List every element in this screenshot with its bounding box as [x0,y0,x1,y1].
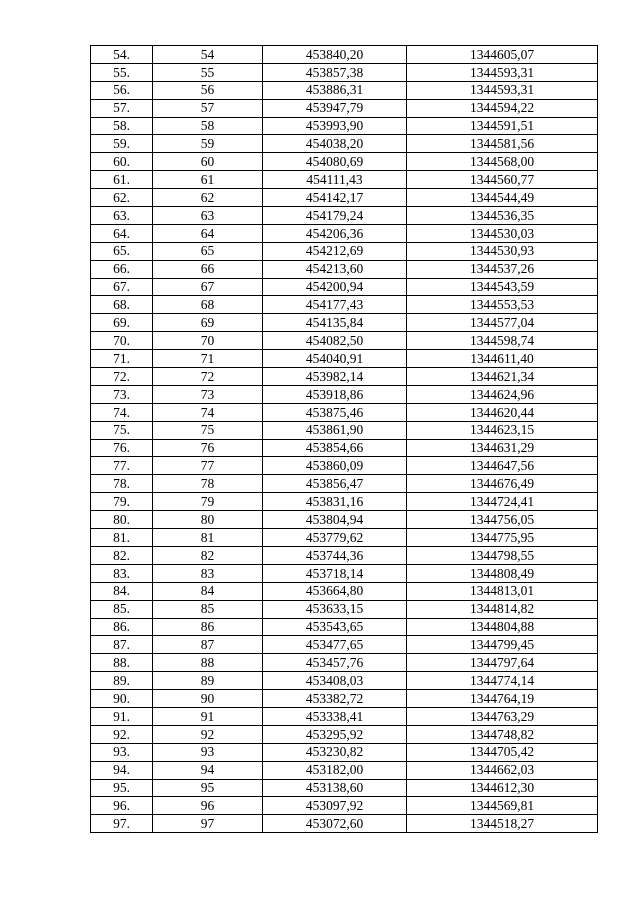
x-coordinate-cell: 453886,31 [263,81,407,99]
row-number-cell: 59. [91,135,153,153]
y-coordinate-cell: 1344591,51 [407,117,598,135]
table-row [91,314,598,332]
row-number-cell: 60. [91,153,153,171]
x-coordinate-cell: 453633,15 [263,600,407,618]
y-coordinate-cell: 1344621,34 [407,368,598,386]
point-number-cell: 88 [153,654,263,672]
x-coordinate-cell: 453804,94 [263,511,407,529]
row-number-cell: 66. [91,260,153,278]
x-coordinate-cell: 454082,50 [263,332,407,350]
x-coordinate-cell: 453408,03 [263,672,407,690]
point-number-cell: 73 [153,385,263,403]
table-row [91,99,598,117]
table-row [91,529,598,547]
table-row [91,797,598,815]
table-row [91,564,598,582]
point-number-cell: 68 [153,296,263,314]
y-coordinate-cell: 1344530,93 [407,242,598,260]
x-coordinate-cell: 453982,14 [263,368,407,386]
x-coordinate-cell: 454206,36 [263,224,407,242]
point-number-cell: 55 [153,63,263,81]
point-number-cell: 59 [153,135,263,153]
point-number-cell: 89 [153,672,263,690]
point-number-cell: 75 [153,421,263,439]
table-row [91,63,598,81]
table-row [91,81,598,99]
point-number-cell: 69 [153,314,263,332]
point-number-cell: 74 [153,403,263,421]
x-coordinate-cell: 453382,72 [263,690,407,708]
y-coordinate-cell: 1344581,56 [407,135,598,153]
table-row [91,690,598,708]
row-number-cell: 62. [91,189,153,207]
x-coordinate-cell: 453457,76 [263,654,407,672]
table-row [91,618,598,636]
point-number-cell: 95 [153,779,263,797]
point-number-cell: 82 [153,546,263,564]
point-number-cell: 81 [153,529,263,547]
y-coordinate-cell: 1344624,96 [407,385,598,403]
table-row [91,171,598,189]
x-coordinate-cell: 454200,94 [263,278,407,296]
table-row [91,278,598,296]
table-row [91,743,598,761]
x-coordinate-cell: 453182,00 [263,761,407,779]
table-row [91,457,598,475]
x-coordinate-cell: 453664,80 [263,582,407,600]
table-row [91,224,598,242]
x-coordinate-cell: 453857,38 [263,63,407,81]
point-number-cell: 93 [153,743,263,761]
point-number-cell: 83 [153,564,263,582]
table-row [91,815,598,833]
x-coordinate-cell: 454080,69 [263,153,407,171]
row-number-cell: 89. [91,672,153,690]
row-number-cell: 65. [91,242,153,260]
x-coordinate-cell: 453718,14 [263,564,407,582]
y-coordinate-cell: 1344814,82 [407,600,598,618]
x-coordinate-cell: 454212,69 [263,242,407,260]
row-number-cell: 79. [91,493,153,511]
point-number-cell: 60 [153,153,263,171]
y-coordinate-cell: 1344724,41 [407,493,598,511]
table-row [91,654,598,672]
point-number-cell: 79 [153,493,263,511]
y-coordinate-cell: 1344775,95 [407,529,598,547]
y-coordinate-cell: 1344594,22 [407,99,598,117]
x-coordinate-cell: 453295,92 [263,725,407,743]
point-number-cell: 87 [153,636,263,654]
point-number-cell: 85 [153,600,263,618]
table-row [91,135,598,153]
point-number-cell: 62 [153,189,263,207]
point-number-cell: 67 [153,278,263,296]
row-number-cell: 67. [91,278,153,296]
y-coordinate-cell: 1344577,04 [407,314,598,332]
x-coordinate-cell: 453860,09 [263,457,407,475]
row-number-cell: 95. [91,779,153,797]
x-coordinate-cell: 453875,46 [263,403,407,421]
x-coordinate-cell: 453840,20 [263,46,407,64]
table-row [91,475,598,493]
row-number-cell: 57. [91,99,153,117]
point-number-cell: 80 [153,511,263,529]
y-coordinate-cell: 1344569,81 [407,797,598,815]
x-coordinate-cell: 454040,91 [263,350,407,368]
table-row [91,242,598,260]
table-row [91,385,598,403]
y-coordinate-cell: 1344544,49 [407,189,598,207]
y-coordinate-cell: 1344748,82 [407,725,598,743]
x-coordinate-cell: 454038,20 [263,135,407,153]
row-number-cell: 83. [91,564,153,582]
table-row [91,332,598,350]
x-coordinate-cell: 453993,90 [263,117,407,135]
y-coordinate-cell: 1344804,88 [407,618,598,636]
y-coordinate-cell: 1344593,31 [407,81,598,99]
point-number-cell: 91 [153,707,263,725]
point-number-cell: 56 [153,81,263,99]
row-number-cell: 87. [91,636,153,654]
y-coordinate-cell: 1344799,45 [407,636,598,654]
y-coordinate-cell: 1344611,40 [407,350,598,368]
row-number-cell: 93. [91,743,153,761]
x-coordinate-cell: 453097,92 [263,797,407,815]
x-coordinate-cell: 454177,43 [263,296,407,314]
x-coordinate-cell: 454179,24 [263,207,407,225]
y-coordinate-cell: 1344764,19 [407,690,598,708]
point-number-cell: 84 [153,582,263,600]
x-coordinate-cell: 453138,60 [263,779,407,797]
table-row [91,189,598,207]
row-number-cell: 70. [91,332,153,350]
table-row [91,350,598,368]
table-row [91,761,598,779]
x-coordinate-cell: 453230,82 [263,743,407,761]
point-number-cell: 70 [153,332,263,350]
point-number-cell: 76 [153,439,263,457]
row-number-cell: 88. [91,654,153,672]
y-coordinate-cell: 1344543,59 [407,278,598,296]
x-coordinate-cell: 454142,17 [263,189,407,207]
row-number-cell: 85. [91,600,153,618]
y-coordinate-cell: 1344536,35 [407,207,598,225]
y-coordinate-cell: 1344568,00 [407,153,598,171]
table-row [91,207,598,225]
y-coordinate-cell: 1344662,03 [407,761,598,779]
x-coordinate-cell: 453072,60 [263,815,407,833]
point-number-cell: 71 [153,350,263,368]
row-number-cell: 78. [91,475,153,493]
row-number-cell: 58. [91,117,153,135]
row-number-cell: 75. [91,421,153,439]
row-number-cell: 90. [91,690,153,708]
point-number-cell: 86 [153,618,263,636]
point-number-cell: 61 [153,171,263,189]
table-row [91,117,598,135]
table-row [91,46,598,64]
row-number-cell: 80. [91,511,153,529]
y-coordinate-cell: 1344705,42 [407,743,598,761]
row-number-cell: 69. [91,314,153,332]
row-number-cell: 68. [91,296,153,314]
row-number-cell: 74. [91,403,153,421]
row-number-cell: 97. [91,815,153,833]
point-number-cell: 64 [153,224,263,242]
x-coordinate-cell: 453477,65 [263,636,407,654]
point-number-cell: 77 [153,457,263,475]
x-coordinate-cell: 454135,84 [263,314,407,332]
row-number-cell: 54. [91,46,153,64]
y-coordinate-cell: 1344798,55 [407,546,598,564]
coordinates-table [90,45,598,833]
table-row [91,707,598,725]
x-coordinate-cell: 453338,41 [263,707,407,725]
x-coordinate-cell: 453856,47 [263,475,407,493]
row-number-cell: 94. [91,761,153,779]
x-coordinate-cell: 453779,62 [263,529,407,547]
table-row [91,153,598,171]
row-number-cell: 56. [91,81,153,99]
y-coordinate-cell: 1344623,15 [407,421,598,439]
y-coordinate-cell: 1344530,03 [407,224,598,242]
point-number-cell: 54 [153,46,263,64]
point-number-cell: 94 [153,761,263,779]
row-number-cell: 86. [91,618,153,636]
coordinates-table-body [91,46,598,833]
x-coordinate-cell: 453861,90 [263,421,407,439]
point-number-cell: 58 [153,117,263,135]
row-number-cell: 76. [91,439,153,457]
y-coordinate-cell: 1344553,53 [407,296,598,314]
point-number-cell: 63 [153,207,263,225]
table-row [91,260,598,278]
row-number-cell: 73. [91,385,153,403]
y-coordinate-cell: 1344647,56 [407,457,598,475]
y-coordinate-cell: 1344537,26 [407,260,598,278]
row-number-cell: 61. [91,171,153,189]
table-row [91,421,598,439]
point-number-cell: 96 [153,797,263,815]
x-coordinate-cell: 453744,36 [263,546,407,564]
row-number-cell: 55. [91,63,153,81]
y-coordinate-cell: 1344756,05 [407,511,598,529]
table-row [91,582,598,600]
x-coordinate-cell: 453947,79 [263,99,407,117]
y-coordinate-cell: 1344605,07 [407,46,598,64]
x-coordinate-cell: 453831,16 [263,493,407,511]
table-row [91,600,598,618]
row-number-cell: 92. [91,725,153,743]
row-number-cell: 81. [91,529,153,547]
y-coordinate-cell: 1344763,29 [407,707,598,725]
point-number-cell: 90 [153,690,263,708]
point-number-cell: 57 [153,99,263,117]
table-row [91,403,598,421]
y-coordinate-cell: 1344518,27 [407,815,598,833]
row-number-cell: 77. [91,457,153,475]
y-coordinate-cell: 1344774,14 [407,672,598,690]
table-row [91,439,598,457]
row-number-cell: 82. [91,546,153,564]
y-coordinate-cell: 1344797,64 [407,654,598,672]
point-number-cell: 92 [153,725,263,743]
row-number-cell: 71. [91,350,153,368]
row-number-cell: 72. [91,368,153,386]
row-number-cell: 84. [91,582,153,600]
x-coordinate-cell: 454111,43 [263,171,407,189]
y-coordinate-cell: 1344593,31 [407,63,598,81]
table-row [91,725,598,743]
y-coordinate-cell: 1344808,49 [407,564,598,582]
table-row [91,779,598,797]
row-number-cell: 91. [91,707,153,725]
table-row [91,368,598,386]
table-row [91,296,598,314]
y-coordinate-cell: 1344813,01 [407,582,598,600]
x-coordinate-cell: 453543,65 [263,618,407,636]
point-number-cell: 97 [153,815,263,833]
table-row [91,493,598,511]
y-coordinate-cell: 1344631,29 [407,439,598,457]
table-row [91,672,598,690]
y-coordinate-cell: 1344560,77 [407,171,598,189]
x-coordinate-cell: 454213,60 [263,260,407,278]
y-coordinate-cell: 1344598,74 [407,332,598,350]
point-number-cell: 66 [153,260,263,278]
y-coordinate-cell: 1344676,49 [407,475,598,493]
x-coordinate-cell: 453918,86 [263,385,407,403]
row-number-cell: 63. [91,207,153,225]
point-number-cell: 78 [153,475,263,493]
point-number-cell: 65 [153,242,263,260]
point-number-cell: 72 [153,368,263,386]
y-coordinate-cell: 1344620,44 [407,403,598,421]
row-number-cell: 96. [91,797,153,815]
y-coordinate-cell: 1344612,30 [407,779,598,797]
x-coordinate-cell: 453854,66 [263,439,407,457]
table-row [91,546,598,564]
table-row [91,511,598,529]
row-number-cell: 64. [91,224,153,242]
table-row [91,636,598,654]
